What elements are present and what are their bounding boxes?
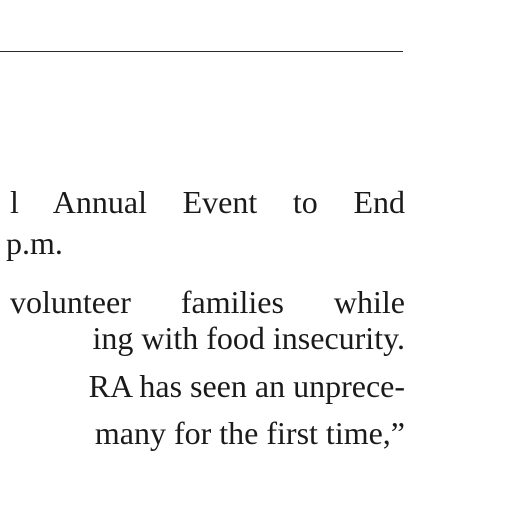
text-line: p.m. [6, 225, 63, 261]
text-line: RA has seen an unprece- [88, 368, 405, 404]
horizontal-rule [0, 51, 403, 52]
text-line: volunteer families while [10, 284, 405, 320]
text-line: l Annual Event to End [10, 184, 405, 220]
text-line: ing with food insecurity. [92, 320, 405, 356]
text-line: many for the first time,” [94, 415, 405, 451]
